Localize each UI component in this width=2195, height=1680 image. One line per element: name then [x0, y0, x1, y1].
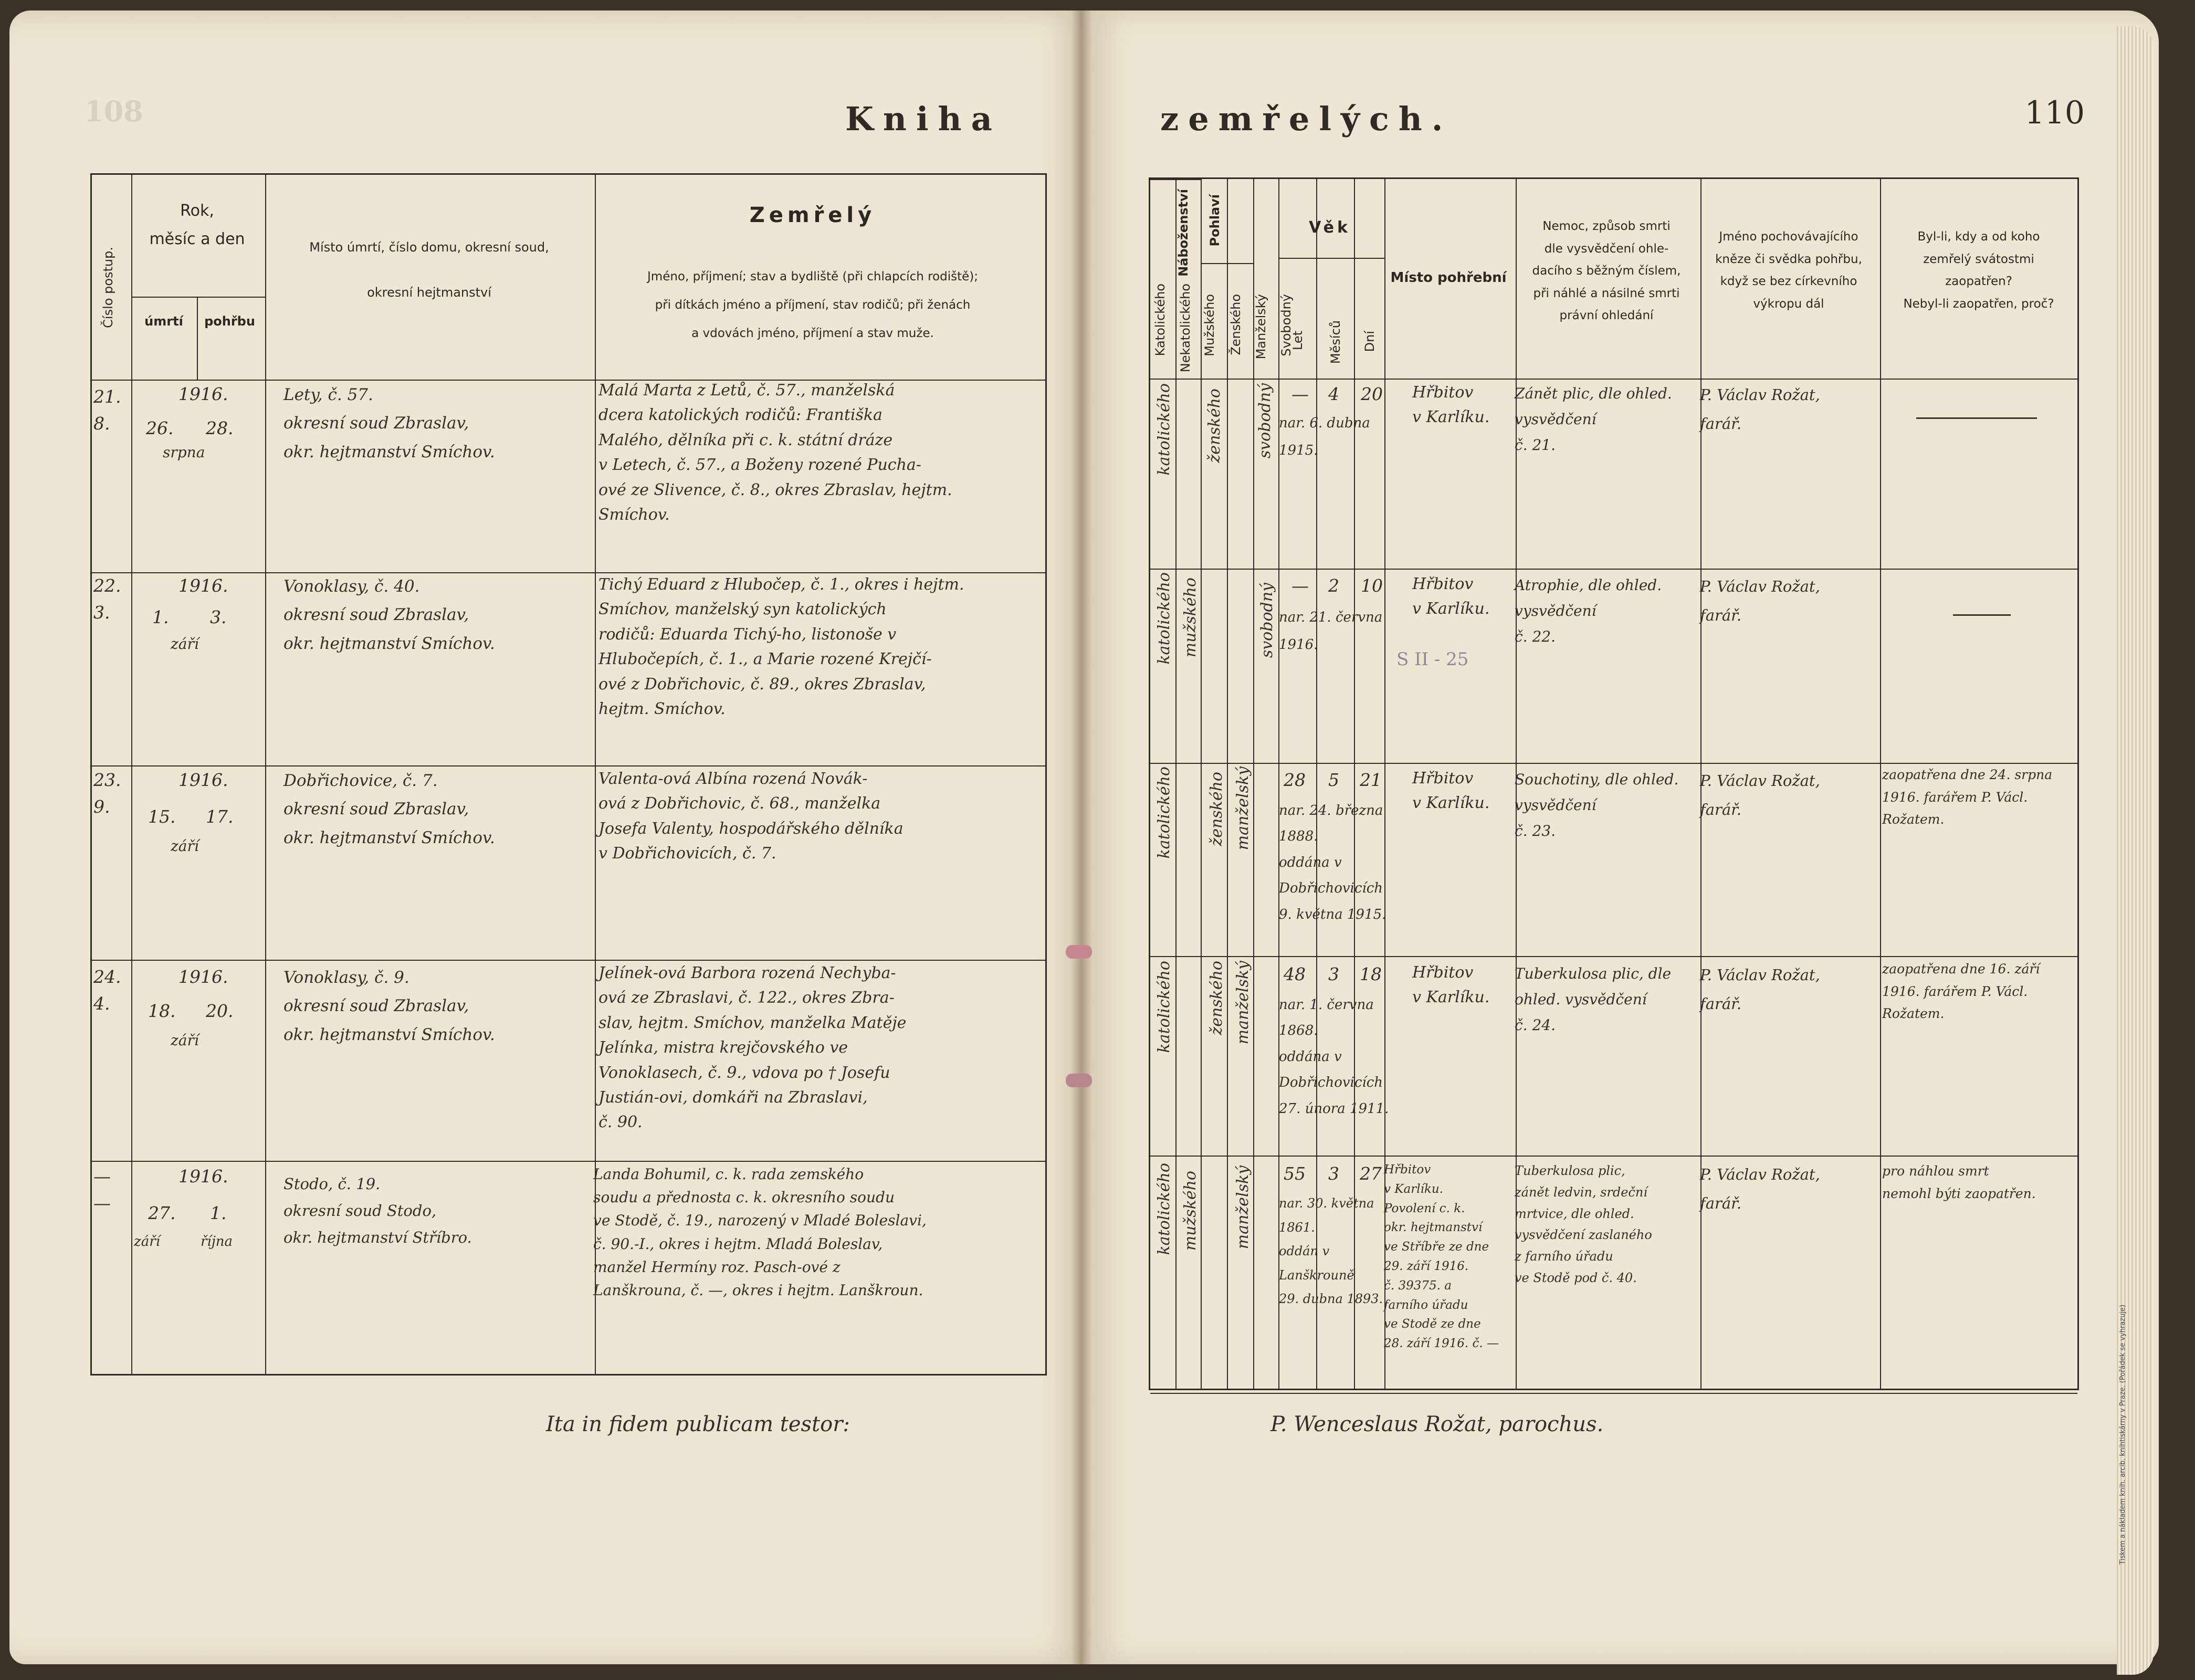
header-misto: Místo úmrtí, číslo domu, okresní soud, okresní hejtmanství [309, 240, 549, 300]
book-gutter [1071, 10, 1092, 1664]
entry-kneze: P. Václav Rožat, farář. [1700, 966, 1820, 1013]
entry-mesic: září [171, 837, 199, 855]
entry-umrti: 26. [146, 418, 174, 438]
entry-mesic: září [134, 1234, 160, 1250]
entry-umrti: 27. [148, 1203, 176, 1223]
attestation-note: Ita in fidem publicam testor: [546, 1412, 850, 1436]
title-right: zemřelých. [1160, 100, 1453, 138]
entry-narozen: nar. 30. května 1861. oddán v Lanškrouně 29. dubna 1893. [1279, 1196, 1383, 1307]
title-left: Kniha [845, 100, 1002, 138]
header-vek: Věk [1309, 218, 1351, 237]
entry-mesic: září [171, 1032, 199, 1049]
entry-mesic: srpna [163, 444, 205, 461]
entry-misto: Lety, č. 57. okresní soud Zbraslav, okr. hejtmanství Smíchov. [283, 385, 495, 461]
entry-zaopatren: pro náhlou smrt nemohl býti zaopatřen. [1882, 1163, 2036, 1201]
dash-mark [1916, 417, 2037, 419]
entry-nabozenstvi: katolického [1155, 1163, 1173, 1255]
header-cislo: Číslo postup. [101, 247, 115, 328]
entry-pohrebni: Hřbitov v Karlíku. [1412, 963, 1490, 1006]
entry-stav: manželský [1234, 766, 1252, 850]
entry-nabozenstvi: katolického [1155, 572, 1173, 665]
header-let: Let [1290, 331, 1305, 351]
entry-pohrebni: Hřbitov v Karlíku. [1412, 575, 1490, 618]
entry-mesic: září [171, 635, 199, 653]
entry-mesicu: 2 [1328, 575, 1339, 596]
header-zemrely-desc: Jméno, příjmení; stav a bydliště (při chlapcích rodiště); při dítkách jméno a příjmení, stav rodičů; při ženách a vdovách jméno, příjmení a stav muže. [647, 270, 978, 341]
header-umrti: úmrtí [144, 314, 183, 329]
entry-nabozenstvi: katolického [1155, 383, 1173, 476]
header-dni: Dní [1362, 331, 1377, 352]
header-muzske: Mužského [1202, 294, 1217, 356]
binding-thread [1066, 1074, 1092, 1087]
entry-pohrbu: 28. [206, 418, 234, 438]
header-pohrbu: pohřbu [204, 314, 255, 329]
entry-cislo: 21. 8. [93, 386, 121, 434]
entry-stav: manželský [1234, 1166, 1252, 1250]
header-nekatolicke: Nekatolického [1178, 284, 1193, 373]
entry-pohrbu: 20. [206, 1001, 234, 1021]
header-zaopatren: Byl-li, kdy a od koho zemřelý svátostmi zaopatřen? Nebyl-li zaopatřen, proč? [1903, 230, 2054, 311]
entry-stav: svobodný [1256, 383, 1274, 459]
entry-zemrely: Malá Marta z Letů, č. 57., manželská dcera katolických rodičů: Františka Malého, dělníka při c. k. státní dráze v Letech, č. 57., a Boženy rozené Pucha- ové ze Slivence, č. 8., okres Zbraslav, hejtm. Smíchov. [598, 381, 952, 524]
entry-misto: Vonoklasy, č. 40. okresní soud Zbraslav, okr. hejtmanství Smíchov. [283, 577, 495, 653]
entry-narozen: nar. 24. března 1888. oddána v Dobřichovicích 9. května 1915. [1279, 803, 1387, 922]
entry-nemoc: Tuberkulosa plic, dle ohled. vysvědčení č. 24. [1515, 965, 1672, 1034]
entry-dni: 21 [1360, 770, 1382, 790]
entry-pohrbu: 17. [206, 806, 234, 827]
entry-stav: manželský [1234, 961, 1252, 1045]
entry-let: 55 [1284, 1163, 1306, 1184]
entry-nemoc: Zánět plic, dle ohled. vysvědčení č. 21. [1515, 385, 1672, 454]
entry-pohlavi: ženského [1207, 961, 1226, 1035]
entry-narozen: nar. 1. června 1868. oddána v Dobřichovicích 27. února 1911. [1279, 997, 1389, 1117]
dash-mark [1953, 614, 2011, 616]
entry-rok: 1916. [178, 1166, 228, 1186]
entry-pohlavi: mužského [1181, 578, 1200, 658]
entry-zaopatren: zaopatřena dne 16. září 1916. farářem P. Václ. Rožatem. [1882, 961, 2040, 1021]
header-zenske: Ženského [1228, 294, 1243, 355]
entry-umrti: 18. [148, 1001, 176, 1021]
entry-pohrebni: Hřbitov v Karlíku. Povolení c. k. okr. hejtmanství ve Stříbře ze dne 29. září 1916. č. 39375. a farního úřadu ve Stodě ze dne 28. září 1916. č. — [1384, 1163, 1499, 1351]
header-mesicu: Měsíců [1328, 320, 1343, 364]
entry-dni: 10 [1361, 575, 1383, 596]
entry-zemrely: Jelínek-ová Barbora rozená Nechyba- ová ze Zbraslavi, č. 122., okres Zbra- slav, hejtm. Smíchov, manželka Matěje Jelínka, mistra krejčovského ve Vonoklasech, č. 9., vdova po † Josefu Justián-ovi, domkáři na Zbraslavi, č. 90. [598, 964, 907, 1132]
entry-rok: 1916. [178, 770, 228, 790]
entry-pohrebni: Hřbitov v Karlíku. [1412, 383, 1490, 426]
entry-let: — [1291, 384, 1309, 404]
header-pohlavi: Pohlaví [1207, 194, 1222, 247]
entry-zemrely: Landa Bohumil, c. k. rada zemského soudu a přednosta c. k. okresního soudu ve Stodě, č. 19., narozený v Mladé Boleslavi, č. 90.-I., okres i hejtm. Mladá Boleslav, manžel Hermíny roz. Pasch-ové z Lanškrouna, č. —, okres i hejtm. Lanškroun. [593, 1166, 927, 1299]
entry-zemrely: Valenta-ová Albína rozená Novák- ová z Dobřichovic, č. 68., manželka Josefa Valenty, hospodářského dělníka v Dobřichovicích, č. 7. [598, 770, 904, 863]
entry-misto: Vonoklasy, č. 9. okresní soud Zbraslav, okr. hejtmanství Smíchov. [283, 968, 495, 1044]
entry-dni: 18 [1360, 964, 1382, 984]
entry-kneze: P. Václav Rožat, farář. [1700, 1166, 1820, 1213]
page-number: 110 [2024, 94, 2085, 131]
entry-stav: svobodný [1258, 583, 1276, 658]
printer-imprint: Tiskem a nákladem knih. arcib. knihtiskárny v Praze. (Pořádek se vyhrazuje) [2119, 1304, 2127, 1564]
entry-let: 48 [1284, 964, 1306, 984]
entry-narozen: nar. 6. dubna 1915. [1279, 415, 1370, 458]
entry-cislo: — — [93, 1166, 111, 1214]
entry-mesicu: 5 [1328, 770, 1339, 790]
header-nabozenstvi: Náboženství [1176, 189, 1191, 277]
entry-let: 28 [1284, 770, 1306, 790]
entry-pohlavi: ženského [1205, 388, 1224, 463]
entry-zemrely: Tichý Eduard z Hlubočep, č. 1., okres i hejtm. Smíchov, manželský syn katolických rodičů: Eduarda Tichý-ho, listonoše v Hlubočepích, č. 1., a Marie rozené Krejčí- ové z Dobřichovic, č. 89., okres Zbraslav, hejtm. Smíchov. [598, 575, 964, 718]
entry-nemoc: Souchotiny, dle ohled. vysvědčení č. 23. [1515, 771, 1679, 839]
entry-cislo: 24. 4. [93, 967, 121, 1014]
entry-misto: Dobřichovice, č. 7. okresní soud Zbraslav, okr. hejtmanství Smíchov. [283, 771, 495, 847]
entry-cislo: 23. 9. [93, 770, 121, 817]
entry-rok: 1916. [178, 384, 228, 404]
header-kneze: Jméno pochovávajícího kněze či svědka pohřbu, když se bez církevního výkropu dál [1715, 230, 1862, 311]
header-rok: Rok, měsíc a den [149, 202, 245, 248]
entry-mesicu: 3 [1328, 964, 1339, 984]
entry-misto: Stodo, č. 19. okresní soud Stodo, okr. hejtmanství Stříbro. [283, 1175, 472, 1246]
entry-pohlavi: ženského [1207, 772, 1226, 846]
entry-kneze: P. Václav Rožat, farář. [1700, 578, 1820, 625]
header-manzelsky: Manželský [1254, 294, 1268, 360]
entry-nabozenstvi: katolického [1155, 766, 1173, 859]
entry-mesic-pohrbu: října [201, 1234, 233, 1250]
header-nemoc: Nemoc, způsob smrti dle vysvědčení ohle- dacího s běžným číslem, při náhlé a násilné smrti právní ohledání [1532, 219, 1681, 323]
entry-cislo: 22. 3. [93, 575, 121, 623]
priest-signature: P. Wenceslaus Rožat, parochus. [1270, 1412, 1604, 1436]
entry-kneze: P. Václav Rožat, farář. [1700, 772, 1820, 819]
entry-umrti: 15. [148, 806, 176, 827]
entry-rok: 1916. [178, 575, 228, 596]
entry-pohrbu: 1. [210, 1203, 227, 1223]
entry-narozen: nar. 21. června 1916. [1279, 610, 1383, 653]
header-misto-pohrebni: Místo pohřební [1390, 270, 1507, 286]
entry-rok: 1916. [178, 967, 228, 987]
entry-dni: 20 [1361, 384, 1383, 404]
entry-zaopatren: zaopatřena dne 24. srpna 1916. farářem P. Václ. Rožatem. [1882, 767, 2053, 827]
entry-pohrbu: 3. [210, 607, 227, 627]
header-zemrely: Zemřelý [749, 203, 876, 227]
header-katolicke: Katolického [1153, 284, 1168, 356]
binding-thread [1066, 945, 1092, 959]
entry-poznamka: S II - 25 [1396, 649, 1469, 670]
entry-nemoc: Atrophie, dle ohled. vysvědčení č. 22. [1515, 576, 1662, 645]
entry-let: — [1291, 575, 1309, 596]
entry-nabozenstvi: katolického [1155, 961, 1173, 1053]
header-svobodny: Svobodný [1279, 294, 1294, 356]
entry-pohlavi: mužského [1181, 1171, 1200, 1251]
bleed-through-text: 108 [84, 94, 143, 128]
entry-mesicu: 4 [1328, 384, 1339, 404]
entry-kneze: P. Václav Rožat, farář. [1700, 386, 1820, 433]
entry-mesicu: 3 [1328, 1163, 1339, 1184]
entry-nemoc: Tuberkulosa plic, zánět ledvin, srdeční mrtvice, dle ohled. vysvědčení zaslaného z farního úřadu ve Stodě pod č. 40. [1515, 1163, 1652, 1285]
entry-umrti: 1. [152, 607, 169, 627]
entry-pohrebni: Hřbitov v Karlíku. [1412, 769, 1490, 812]
entry-dni: 27 [1360, 1163, 1382, 1184]
